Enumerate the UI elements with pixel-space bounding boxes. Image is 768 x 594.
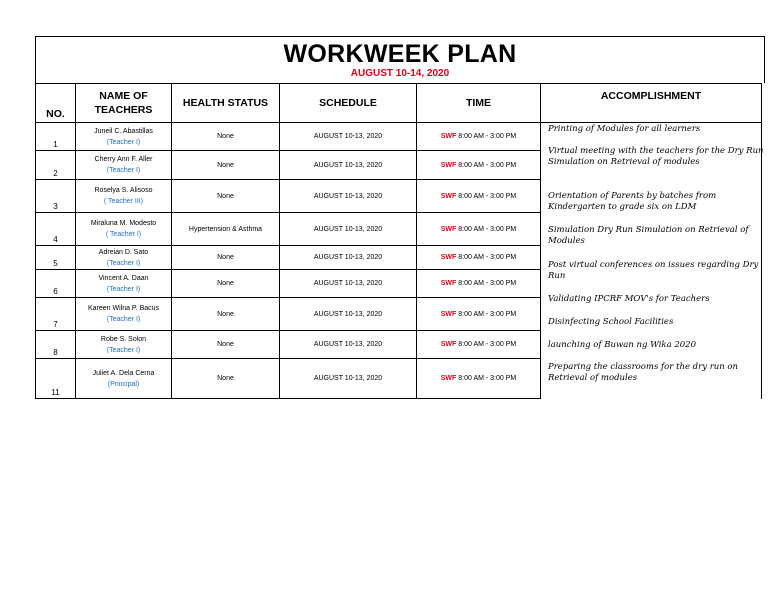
- accomplishment-item: Post virtual conferences on issues regarding Dry Run: [548, 260, 759, 281]
- accomplishment-item: Orientation of Parents by batches from Kindergarten to grade six on LDM: [548, 191, 717, 212]
- teacher-name: Robe S. Solon (Teacher I): [76, 331, 172, 359]
- schedule: AUGUST 10-13, 2020: [280, 151, 417, 180]
- row-number: 11: [36, 359, 76, 399]
- teacher-role: (Teacher I): [106, 285, 141, 293]
- header-row: [36, 84, 762, 123]
- teacher-name: Roselya S. Alisoso ( Teacher III): [76, 180, 172, 213]
- time: SWF 8:00 AM - 3:00 PM: [417, 270, 541, 298]
- schedule: AUGUST 10-13, 2020: [280, 123, 417, 151]
- time: SWF 8:00 AM - 3:00 PM: [417, 359, 541, 399]
- health-status: None: [172, 270, 280, 298]
- schedule: AUGUST 10-13, 2020: [280, 298, 417, 331]
- row-number: 7: [36, 298, 76, 331]
- time: SWF 8:00 AM - 3:00 PM: [417, 331, 541, 359]
- teacher-name: Juliet A. Dela Cerna (Principal): [76, 359, 172, 399]
- row-number: 4: [36, 213, 76, 246]
- time: SWF 8:00 AM - 3:00 PM: [417, 213, 541, 246]
- header-name: NAME OF TEACHERS: [76, 84, 172, 123]
- row-number: 8: [36, 331, 76, 359]
- health-status: None: [172, 298, 280, 331]
- teacher-role: (Teacher I): [106, 259, 141, 267]
- plan-title: WORKWEEK PLAN: [283, 40, 517, 68]
- accomplishment-item: Printing of Modules for all learners: [548, 124, 701, 134]
- plan-date-range: AUGUST 10-14, 2020: [350, 68, 450, 79]
- accomplishment-item: Disinfecting School Facilities: [548, 317, 674, 327]
- header-schedule: SCHEDULE: [280, 84, 417, 123]
- teacher-name: Adreian D. Sato (Teacher I): [76, 246, 172, 270]
- teacher-role: (Teacher I): [106, 138, 141, 146]
- time: SWF 8:00 AM - 3:00 PM: [417, 246, 541, 270]
- time: SWF 8:00 AM - 3:00 PM: [417, 151, 541, 180]
- schedule: AUGUST 10-13, 2020: [280, 331, 417, 359]
- accomplishment-item: Simulation Dry Run Simulation on Retrieval of Modules: [548, 225, 749, 246]
- teacher-role: (Teacher I): [106, 316, 141, 323]
- health-status: None: [172, 246, 280, 270]
- health-status: Hypertension & Asthma: [172, 213, 280, 246]
- teacher-role: (Teacher I): [106, 167, 141, 174]
- accomplishment-item: Virtual meeting with the teachers for the Dry Run Simulation on Retrieval of modules: [548, 146, 764, 167]
- header-accomplishment: ACCOMPLISHMENT: [541, 84, 762, 123]
- teacher-name: Vincent A. Daan (Teacher I): [76, 270, 172, 298]
- row-number: 1: [36, 123, 76, 151]
- teacher-name: Juneil C. Abastillas (Teacher I): [76, 123, 172, 151]
- time: SWF 8:00 AM - 3:00 PM: [417, 180, 541, 213]
- health-status: None: [172, 151, 280, 180]
- teacher-role: (Principal): [107, 380, 140, 388]
- teacher-name: Miraluna M. Modesto ( Teacher I): [76, 213, 172, 246]
- health-status: None: [172, 123, 280, 151]
- header-time: TIME: [417, 84, 541, 123]
- schedule: AUGUST 10-13, 2020: [280, 270, 417, 298]
- teacher-role: ( Teacher III): [103, 198, 144, 205]
- schedule: AUGUST 10-13, 2020: [280, 180, 417, 213]
- title-box: [35, 36, 765, 83]
- teacher-name: Cherry Ann F. Aller (Teacher I): [76, 151, 172, 180]
- schedule: AUGUST 10-13, 2020: [280, 359, 417, 399]
- row-number: 3: [36, 180, 76, 213]
- health-status: None: [172, 359, 280, 399]
- time: SWF 8:00 AM - 3:00 PM: [417, 298, 541, 331]
- row-number: 2: [36, 151, 76, 180]
- accomplishment-item: Preparing the classrooms for the dry run on Retrieval of modules: [548, 362, 739, 383]
- teacher-role: ( Teacher I): [105, 231, 142, 238]
- accomplishment-item: launching of Buwan ng Wika 2020: [548, 340, 696, 350]
- row-number: 5: [36, 246, 76, 270]
- accomplishment-item: Validating IPCRF MOV's for Teachers: [548, 294, 710, 304]
- schedule: AUGUST 10-13, 2020: [280, 213, 417, 246]
- health-status: None: [172, 331, 280, 359]
- teacher-role: (Teacher I): [106, 346, 141, 354]
- time: SWF 8:00 AM - 3:00 PM: [417, 123, 541, 151]
- row-number: 6: [36, 270, 76, 298]
- schedule: AUGUST 10-13, 2020: [280, 246, 417, 270]
- teacher-name: Kareen Wilna P. Bacus (Teacher I): [76, 298, 172, 331]
- header-health: HEALTH STATUS: [172, 84, 280, 123]
- header-no: NO.: [36, 84, 76, 123]
- health-status: None: [172, 180, 280, 213]
